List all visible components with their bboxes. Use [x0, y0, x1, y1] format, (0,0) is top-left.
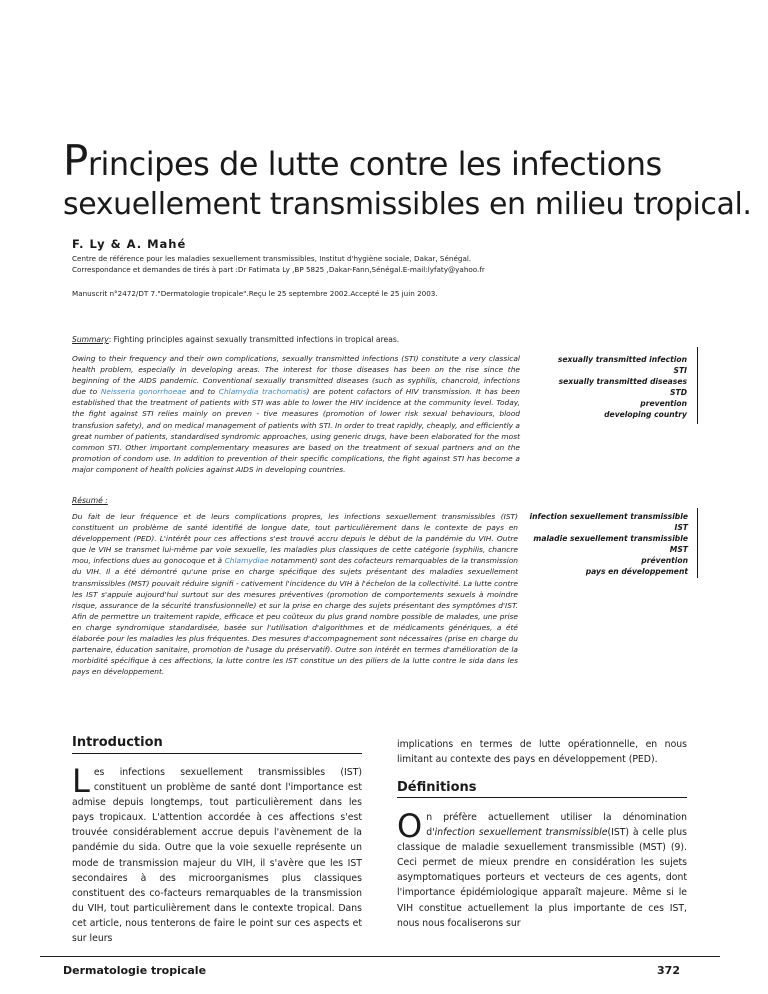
organism-neisseria: Neisseria gonorrhoeae	[100, 387, 187, 397]
keyword: IST	[674, 523, 688, 532]
definitions-text-b: (IST) à celle plus classique de maladie sexuellement transmissible (MST) (9). Ceci permet de mieux prendre en considération les sujets asymptomatiques porteurs et vecteurs de ces agents, dont l'importance épidémiologique apparaît majeure. Même si le VIH constitue actuellement la plus importante de ces IST, nous nous focaliserons sur	[397, 827, 687, 929]
definitions-body	[397, 807, 687, 931]
keyword: developing country	[604, 410, 687, 419]
keyword: prévention	[641, 556, 688, 565]
dropcap: L	[72, 762, 90, 800]
introduction-body	[72, 762, 362, 946]
keyword: infection sexuellement transmissible	[529, 512, 688, 521]
introduction-continuation: implications en termes de lutte opérationnelle, en nous limitant au contexte des pays en développement (PED).	[397, 739, 687, 766]
summary-label: Summary	[72, 335, 109, 344]
keywords-french	[516, 511, 698, 577]
resume-label: Résumé	[72, 496, 103, 505]
keyword: maladie sexuellement transmissible	[533, 534, 688, 543]
heading-rule	[397, 797, 687, 798]
page-number: 372	[657, 964, 680, 977]
organism-chlamydia: Chlamydia trachomatis	[218, 387, 307, 397]
keyword: MST	[669, 545, 688, 554]
affiliation-line1: Centre de référence pour les maladies sexuellement transmissibles, Institut d'hygiène sociale, Dakar, Sénégal.	[72, 254, 472, 263]
organism-chlamydiae: Chlamydiae	[224, 556, 269, 566]
title-line1: rincipes de lutte contre les infections	[87, 145, 662, 183]
journal-name: Dermatologie tropicale	[63, 964, 207, 977]
summary-heading	[72, 335, 399, 344]
keywords-english	[520, 354, 697, 420]
keyword: STD	[670, 388, 687, 397]
authors: F. Ly & A. Mahé	[72, 237, 187, 251]
heading-rule	[72, 753, 362, 754]
title-initial: P	[63, 136, 88, 185]
resume-colon: :	[102, 496, 108, 505]
introduction-text: es infections sexuellement transmissibles (IST) constituent un problème de santé dont l'importance est admise depuis longtemps, tout particulièrement dans les pays tropicaux. L'attention accordée à ces affections s'est trouvée considérablement accrue depuis l'avènement de la pandémie du sida. Outre que la voie sexuelle représente un mode de transmission majeur du VIH, il s'avère que les IST secondaires à des microorganismes plus classiques constituent des co-facteurs remarquables de la transmission du VIH, tout particulièrement dans le contexte tropical. Dans cet article, nous tenterons de faire le point sur ces aspects et sur leurs	[72, 767, 362, 945]
keywords-divider	[697, 508, 698, 578]
resume-heading	[72, 496, 108, 505]
summary-text-a: Owing to their frequency and their own complications, sexually transmitted infections (STI) constitute a very classical health problem, especially in developing areas. The interest for those diseases has been on the rise since the beginning of the AIDS pandemic. Conventional sexually transmitted diseases (such as syphilis, chancroid, infections due to	[72, 354, 520, 397]
introduction-heading: Introduction	[72, 735, 163, 750]
resume-abstract	[72, 511, 518, 677]
affiliation	[72, 253, 485, 275]
affiliation-line2: Correspondance et demandes de tirés à part :Dr Fatimata Ly ,BP 5825 ,Dakar-Fann,Sénégal.E-mail:lyfaty@yahoo.fr	[72, 265, 485, 274]
keyword: pays en développement	[585, 567, 688, 576]
article-title	[63, 136, 752, 222]
summary-text-b: and to	[186, 387, 219, 397]
resume-text-a: Du fait de leur fréquence et de leurs complications propres, les infections sexuellement transmissibles (IST) constituent un problème de santé identifié de longue date, tout particulièrement dans le contexte de pays en développement (PED). L'intérêt pour ces affections s'est trouvé accru depuis le début de la pandémie du VIH. Outre que le VIH se transmet lui-même par voie sexuelle, les maladies plus classiques de cette catégorie (syphilis, chancre mou, infections dues au gonocoque et à	[72, 512, 518, 566]
definitions-term: infection sexuellement transmissible	[434, 827, 608, 839]
summary-text-c: ) are potent cofactors of HIV transmission. It has been established that the treatment of patients with STI was able to lower the HIV incidence at the community level. Today, the fight against STI relies mainly on preven - tive measures (promotion of lower risk sexual behaviours, blood transfusion safety), and on medical management of patients with STI. In order to treat rapidly, cheaply, and efficiently a great number of patients, standardised syndromic approaches, using generic drugs, have been elaborated for the most common STI. Other important complementary measures are based on the treatment of sexual partners and on the promotion of condom use. In addition to prevention of their specific complications, the fight against STI has become a major component of health policies against AIDS in developing countries.	[72, 387, 520, 474]
keyword: STI	[673, 366, 687, 375]
title-line2: sexuellement transmissibles en milieu tropical.	[63, 187, 752, 222]
resume-text-b: notamment) sont des cofacteurs remarquables de la transmission du VIH. Il a été démontré qu'une prise en charge spécifique des sujets présentant des maladies sexuellement transmissibles (MST) pouvait réduire signifi - cativement l'incidence du VIH à l'échelon de la collectivité. La lutte contre les IST s'appuie aujourd'hui surtout sur des mesures préventives (promotion de comportements sexuels à moindre risque, assurance de la sécurité transfusionnelle) et sur la prise en charge des sujets présentant des symptômes d'IST. Afin de permettre un traitement rapide, efficace et peu coûteux du plus grand nombre possible de malades, une prise en charge syndromique standardisée, basée sur l'utilisation d'algorithmes et de médicaments génériques, a été élaborée pour les maladies les plus fréquentes. Des mesures d'accompagnement sont nécessaires (prise en charge du partenaire, éducation sanitaire, promotion de l'usage du préservatif). Outre son intérêt en termes d'amélioration de la morbidité spécifique à ces affections, la lutte contre les IST constitue un des piliers de la lutte contre le sida dans les pays en développement.	[72, 556, 518, 677]
summary-title: : Fighting principles against sexually transmitted infections in tropical areas.	[108, 335, 400, 344]
keyword: sexually transmitted infection	[557, 355, 687, 364]
keywords-divider	[697, 347, 698, 424]
summary-abstract	[72, 353, 520, 475]
keyword: sexually transmitted diseases	[558, 377, 687, 386]
manuscript-info: Manuscrit n°2472/DT 7."Dermatologie tropicale".Reçu le 25 septembre 2002.Accepté le 25 juin 2003.	[72, 289, 438, 298]
definitions-text-a: n préfère actuellement utiliser la dénomination d'	[426, 812, 687, 839]
footer-rule	[40, 956, 720, 957]
keyword: prevention	[640, 399, 687, 408]
definitions-heading: Définitions	[397, 780, 477, 795]
dropcap: O	[397, 807, 423, 845]
